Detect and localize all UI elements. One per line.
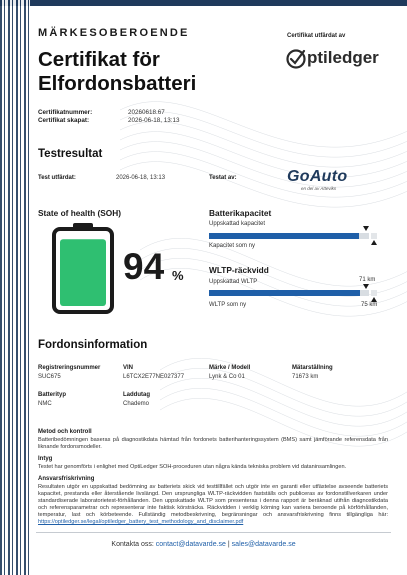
wltp-bar bbox=[209, 290, 369, 296]
note-title-disclaimer: Ansvarsfriskrivning bbox=[38, 476, 95, 482]
footer-prefix: Kontakta oss: bbox=[111, 541, 154, 548]
certificate-title: Certifikat för Elfordonsbatteri bbox=[38, 48, 197, 95]
soh-label: State of health (SOH) bbox=[38, 208, 121, 218]
test-result-heading: Testresultat bbox=[38, 148, 103, 160]
note-title-attestation: Intyg bbox=[38, 456, 53, 462]
wltp-bar-fill bbox=[209, 290, 360, 296]
vehicle-value-charging: Chademo bbox=[123, 401, 150, 407]
optiledger-logo bbox=[285, 47, 385, 71]
issued-by-label: Certifikat utfärdat av bbox=[287, 33, 346, 39]
vehicle-value-odometer: 71673 km bbox=[292, 374, 319, 380]
footer-email-contact[interactable]: contact@datavarde.se bbox=[155, 541, 226, 548]
footer-separator: | bbox=[227, 541, 230, 548]
tested-by-label: Testat av: bbox=[209, 175, 237, 181]
top-bar bbox=[0, 0, 407, 6]
vehicle-value-vin: L6TCX2E77NE027377 bbox=[123, 374, 185, 380]
note-text-method: Batteribedömningen baseras på diagnostikdata hämtad från fordonets batterihanteringssystem (BMS) samt jämförande referensdata från liknande fordonsmodeller. bbox=[38, 437, 388, 450]
disclaimer-body: Resultaten utgör en uppskattad bedömning av batteriets skick vid testtillfället och utgör inte en garanti eller utfästelse avseende batteriets kapacitet, prestanda eller återstående livslängd. Den ursprungliga WLTP-räckvidden fastställs och publiceras av fordonstillverkaren under standardiserade laboratorietest-förhållanden. Den uppskattade WLTP som presenteras i denna rapport är beräknad utifrån diagnostikdata och referensparametrar och representerar inte faktisk körsträcka. Räckvidden i verklig körning kan variera beroende på körförhållanden, temperatur, last och körbeteende. Fullständig metodbeskrivning, begränsningar och ansvarsfriskrivning finns tillgängliga här: bbox=[38, 484, 388, 518]
vehicle-label-model: Märke / Modell bbox=[209, 365, 251, 371]
footer-email-sales[interactable]: sales@datavarde.se bbox=[231, 541, 296, 548]
vehicle-value-model: Lynk & Co 01 bbox=[209, 374, 245, 380]
meta-value-created: 2026-06-18, 13:13 bbox=[128, 117, 180, 124]
capacity-bar bbox=[209, 233, 369, 239]
note-title-method: Metod och kontroll bbox=[38, 429, 92, 435]
capacity-estimated-label: Uppskattad kapacitet bbox=[209, 221, 266, 227]
footer bbox=[0, 541, 407, 548]
certificate-kicker: MÄRKESOBEROENDE bbox=[38, 27, 190, 39]
wltp-new-label: WLTP som ny bbox=[209, 302, 247, 308]
goauto-logo-subtitle: en del av Atteviks bbox=[301, 186, 337, 191]
wltp-estimated-label: Uppskattad WLTP bbox=[209, 279, 258, 285]
wltp-bar-end bbox=[371, 290, 377, 296]
battery-icon bbox=[52, 222, 114, 314]
meta-value-number: 20260618.67 bbox=[128, 109, 165, 116]
capacity-bar-fill bbox=[209, 233, 359, 239]
vehicle-label-vin: VIN bbox=[123, 365, 134, 371]
vehicle-value-battery-type: NMC bbox=[38, 401, 52, 407]
goauto-logo-text: GoAuto bbox=[287, 168, 348, 185]
vehicle-value-reg: SUC675 bbox=[38, 374, 61, 380]
note-text-disclaimer bbox=[38, 484, 388, 526]
vehicle-label-charging: Laddutag bbox=[123, 392, 150, 398]
footer-divider bbox=[36, 532, 391, 533]
optiledger-logo-mark-icon bbox=[285, 47, 309, 71]
decorative-stripes bbox=[0, 0, 30, 575]
wltp-title: WLTP-räckvidd bbox=[209, 265, 269, 275]
capacity-estimated-marker-icon bbox=[363, 226, 369, 231]
soh-value: 94 bbox=[123, 246, 165, 287]
capacity-title: Batterikapacitet bbox=[209, 208, 272, 218]
wltp-new-value: 75 km bbox=[361, 302, 378, 308]
vehicle-label-reg: Registreringsnummer bbox=[38, 365, 101, 371]
optiledger-logo-text: ptiledger bbox=[307, 48, 379, 67]
disclaimer-link[interactable]: https://optiledger.se/legal/optiledger_battery_test_methodology_and_disclaimer.pdf bbox=[38, 519, 244, 525]
wltp-estimated-value: 71 km bbox=[359, 277, 376, 283]
vehicle-label-battery-type: Batterityp bbox=[38, 392, 67, 398]
test-date-label: Test utfärdat: bbox=[38, 175, 76, 181]
note-text-attestation: Testet har genomförts i enlighet med OptiLedger SOH-proceduren utan några kända tekniska problem vid dataninsamlingen. bbox=[38, 464, 347, 470]
capacity-new-label: Kapacitet som ny bbox=[209, 243, 256, 249]
meta-label-number: Certifikatnummer: bbox=[38, 109, 93, 116]
goauto-logo bbox=[287, 168, 377, 194]
test-date-value: 2026-06-18, 13:13 bbox=[116, 175, 166, 181]
meta-label-created: Certifikat skapat: bbox=[38, 117, 90, 124]
capacity-bar-end bbox=[371, 233, 377, 239]
vehicle-heading: Fordonsinformation bbox=[38, 339, 148, 351]
vehicle-label-odometer: Mätarställning bbox=[292, 365, 333, 371]
capacity-new-marker-icon bbox=[371, 240, 377, 245]
battery-level-fill bbox=[60, 239, 106, 306]
soh-unit: % bbox=[172, 268, 184, 283]
wltp-estimated-marker-icon bbox=[363, 284, 369, 289]
